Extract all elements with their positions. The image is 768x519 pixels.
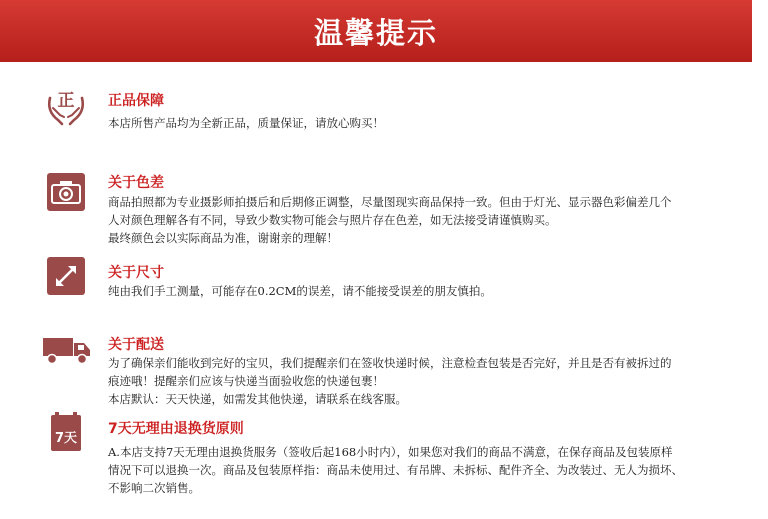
camera-icon xyxy=(44,172,88,212)
section-body xyxy=(108,114,748,132)
body-line: 本店默认：天天快递，如需发其他快递，请联系在线客服。 xyxy=(108,392,407,406)
page-title: 温馨提示 xyxy=(313,15,438,50)
seven-day-glyph: 7天 xyxy=(54,431,78,446)
section-body xyxy=(108,443,748,497)
calendar-7-day-icon xyxy=(44,412,88,452)
body-line: 人对颜色理解各有不同，导致少数实物可能会与照片存在色差，如无法接受请谨慎购买。 xyxy=(108,213,557,227)
body-line: 本店所售产品均为全新正品，质量保证，请放心购买！ xyxy=(108,116,384,130)
body-line: 为了确保亲们能收到完好的宝贝，我们提醒亲们在签收快递时候，注意检查包装是否完好，并且是否有被拆过的 xyxy=(108,356,672,370)
section-title: 7天无理由退换货原则 xyxy=(108,421,244,437)
body-line: A.本店支持7天无理由退换货服务（签收后起168小时内），如果您对我们的商品不满意，在保存商品及包装原样 xyxy=(108,445,673,459)
hands-zheng-icon xyxy=(44,86,88,126)
zheng-glyph: 正 xyxy=(57,91,75,111)
body-line: 不影响二次销售。 xyxy=(108,481,200,495)
body-line: 情况下可以退换一次。商品及包装原样指：商品未使用过、有吊牌、未拆标、配件齐全、为改装过、无人为损坏、 xyxy=(108,463,683,477)
section-body xyxy=(108,282,748,300)
body-line: 商品拍照都为专业摄影师拍摄后和后期修正调整，尽量图现实商品保持一致。但由于灯光、显示器色彩偏差几个 xyxy=(108,195,672,209)
body-line: 最终颜色会以实际商品为准，谢谢亲的理解！ xyxy=(108,231,338,245)
section-body xyxy=(108,193,748,247)
body-line: 痕迹哦！提醒亲们应该与快递当面验收您的快递包裹！ xyxy=(108,374,384,388)
section-title: 正品保障 xyxy=(108,93,164,109)
section-title: 关于色差 xyxy=(108,175,164,191)
section-title: 关于配送 xyxy=(108,337,164,353)
resize-arrow-icon xyxy=(44,256,88,296)
section-body xyxy=(108,354,748,408)
section-title: 关于尺寸 xyxy=(108,265,164,281)
header-banner xyxy=(0,0,752,62)
truck-icon xyxy=(42,330,92,370)
body-line: 纯由我们手工测量，可能存在0.2CM的误差，请不能接受误差的朋友慎拍。 xyxy=(108,284,492,298)
